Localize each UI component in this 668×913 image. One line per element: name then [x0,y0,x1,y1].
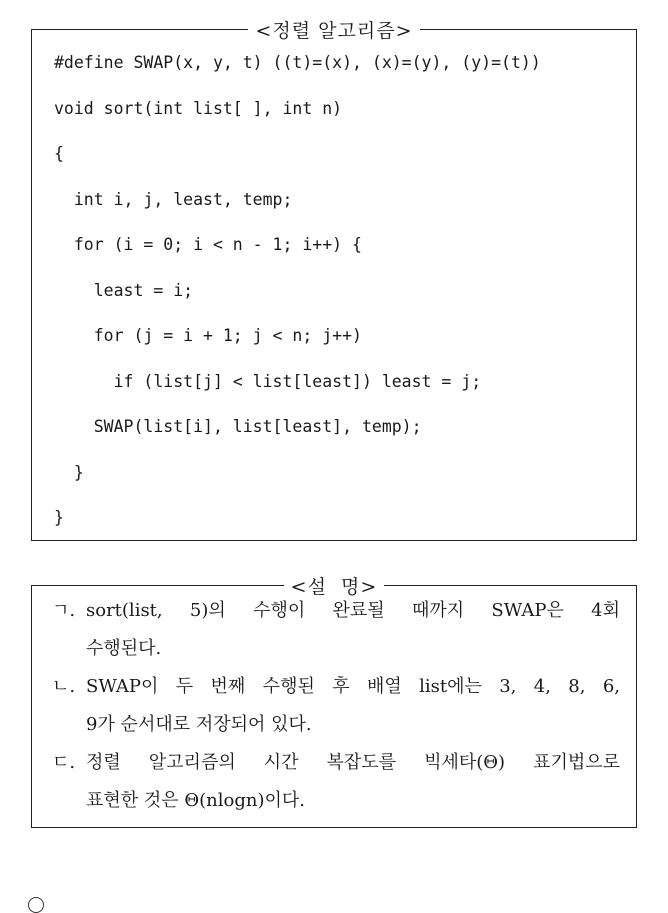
code-line: } [54,508,64,527]
code-line: #define SWAP(x, y, t) ((t)=(x), (x)=(y), (y)=(t)) [54,53,541,72]
description-box [31,576,637,828]
code-line: } [54,463,84,482]
code-line: for (i = 0; i < n - 1; i++) { [54,235,362,254]
statement-b-line1: SWAP이 두 번째 수행된 후 배열 list에는 3, 4, 8, 6, [86,676,620,697]
statement-a-line1: sort(list, 5)의 수행이 완료될 때까지 SWAP은 4회 [86,600,620,621]
code-line: if (list[j] < list[least]) least = j; [54,372,482,391]
statement-c-line2: 표현한 것은 Θ(nlogn)이다. [86,790,305,811]
statement-a-marker: ㄱ. [52,600,76,621]
code-line: int i, j, least, temp; [54,190,293,209]
code-box [31,20,637,541]
statement-c-marker: ㄷ. [52,752,76,773]
code-line: SWAP(list[i], list[least], temp); [54,417,422,436]
code-box-title: <정렬 알고리즘> [248,20,419,42]
statement-c-line1: 정렬 알고리즘의 시간 복잡도를 빅세타(Θ) 표기법으로 [86,752,620,773]
statement-b-line2: 9가 순서대로 저장되어 있다. [86,714,312,735]
code-line: for (j = i + 1; j < n; j++) [54,326,362,345]
answer-option-circle [28,897,44,913]
code-line: { [54,144,64,163]
description-box-title: <설 명> [284,576,385,598]
statement-a-line2: 수행된다. [86,638,162,659]
statement-b-marker: ㄴ. [52,676,76,697]
code-line: void sort(int list[ ], int n) [54,99,343,118]
code-line: least = i; [54,281,194,300]
